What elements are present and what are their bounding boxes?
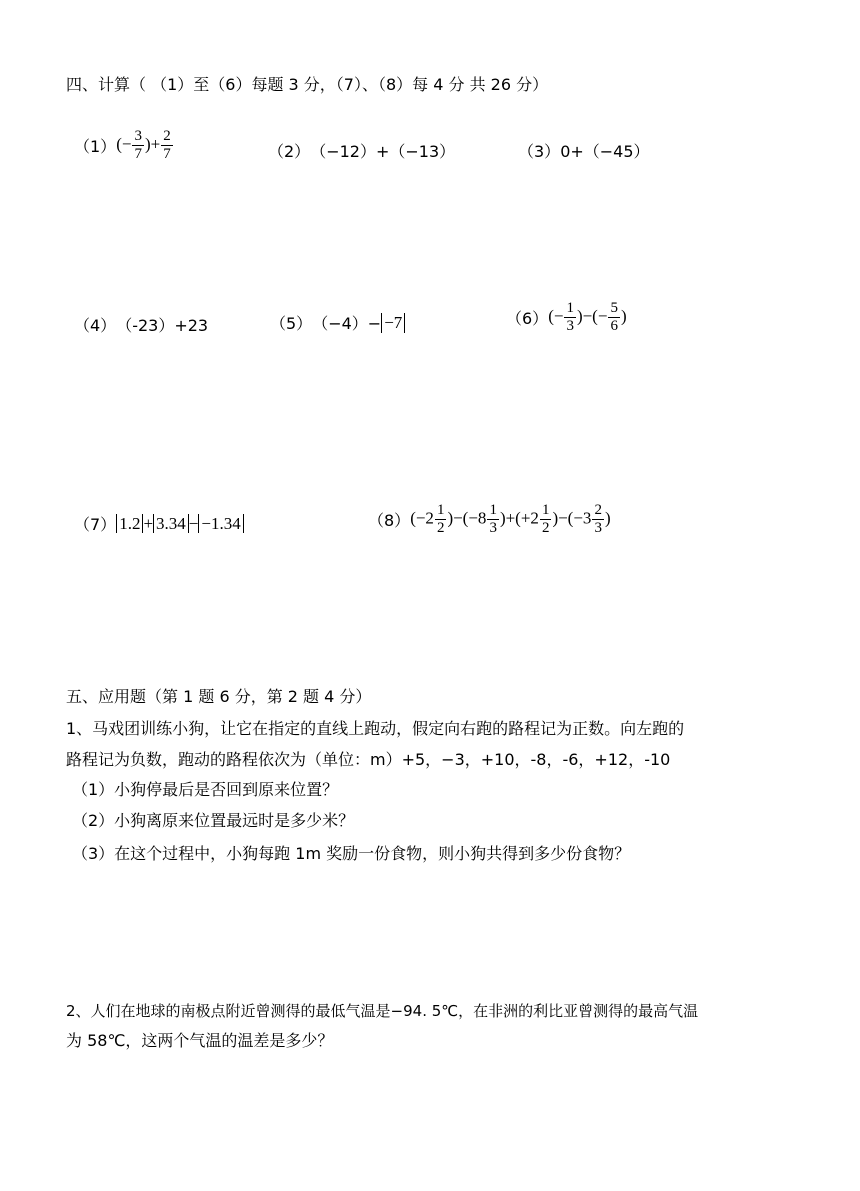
problem-8	[368, 502, 611, 537]
math-expression: 1.2 + 3.34 − −1.34	[116, 514, 244, 534]
problem-label: （2）	[268, 142, 311, 161]
problem-7	[74, 512, 244, 535]
problem-text: 0+（−45）	[560, 142, 650, 161]
math-expression: (− $\frac{1}{3}$ )−(− $\frac{5}{6}$ )	[548, 300, 627, 334]
question-2-line-2: 为 58℃，这两个气温的温差是多少？	[66, 1031, 334, 1050]
problem-text: （−4）−	[312, 314, 382, 333]
problem-text: （-23）+23	[116, 316, 209, 335]
problem-label: （4）	[74, 316, 117, 335]
math-expression: (− $\frac{3}{7}$ )+ $\frac{2}{7}$	[116, 128, 171, 162]
problem-6	[506, 300, 627, 335]
question-1-sub-1: （1）小狗停最后是否回到原来位置？	[72, 780, 339, 799]
problem-2	[268, 139, 455, 162]
question-2-line-1: 2、人们在地球的南极点附近曾测得的最低气温是−94. 5℃，在非洲的利比亚曾测得的最高气温	[66, 1002, 699, 1020]
problem-3	[518, 139, 650, 162]
problem-label: （8）	[368, 511, 411, 530]
question-1-line-2: 路程记为负数，跑动的路程依次为（单位：m）+5，−3，+10，-8，-6，+12，-10	[66, 750, 671, 769]
problem-label: （5）	[270, 314, 313, 333]
question-1-sub-2: （2）小狗离原来位置最远时是多少米？	[72, 811, 355, 830]
absolute-value: −7	[381, 313, 405, 333]
problem-label: （6）	[506, 309, 549, 328]
problem-label: （1）	[74, 137, 117, 156]
question-1-line-1: 1、马戏团训练小狗，让它在指定的直线上跑动，假定向右跑的路程记为正数。向左跑的	[66, 719, 685, 738]
question-1-sub-3: （3）在这个过程中，小狗每跑 1m 奖励一份食物，则小狗共得到多少份食物？	[72, 844, 631, 863]
problem-4	[74, 313, 208, 336]
section4-heading: 四、计算（ （1）至（6）每题 3 分，（7）、（8）每 4 分 共 26 分）	[66, 75, 549, 94]
problem-5	[270, 311, 405, 334]
problem-label: （7）	[74, 515, 117, 534]
problem-1	[74, 128, 174, 163]
problem-text: （−12）+（−13）	[310, 142, 456, 161]
problem-label: （3）	[518, 142, 561, 161]
math-expression: (−2 $\frac{1}{2}$ )−(−8 $\frac{1}{3}$ )+(+2 $\frac{1}{2}$ )−(−3 $\frac{2}{3}$ )	[410, 502, 611, 536]
section5-heading: 五、应用题（第 1 题 6 分，第 2 题 4 分）	[66, 687, 372, 706]
